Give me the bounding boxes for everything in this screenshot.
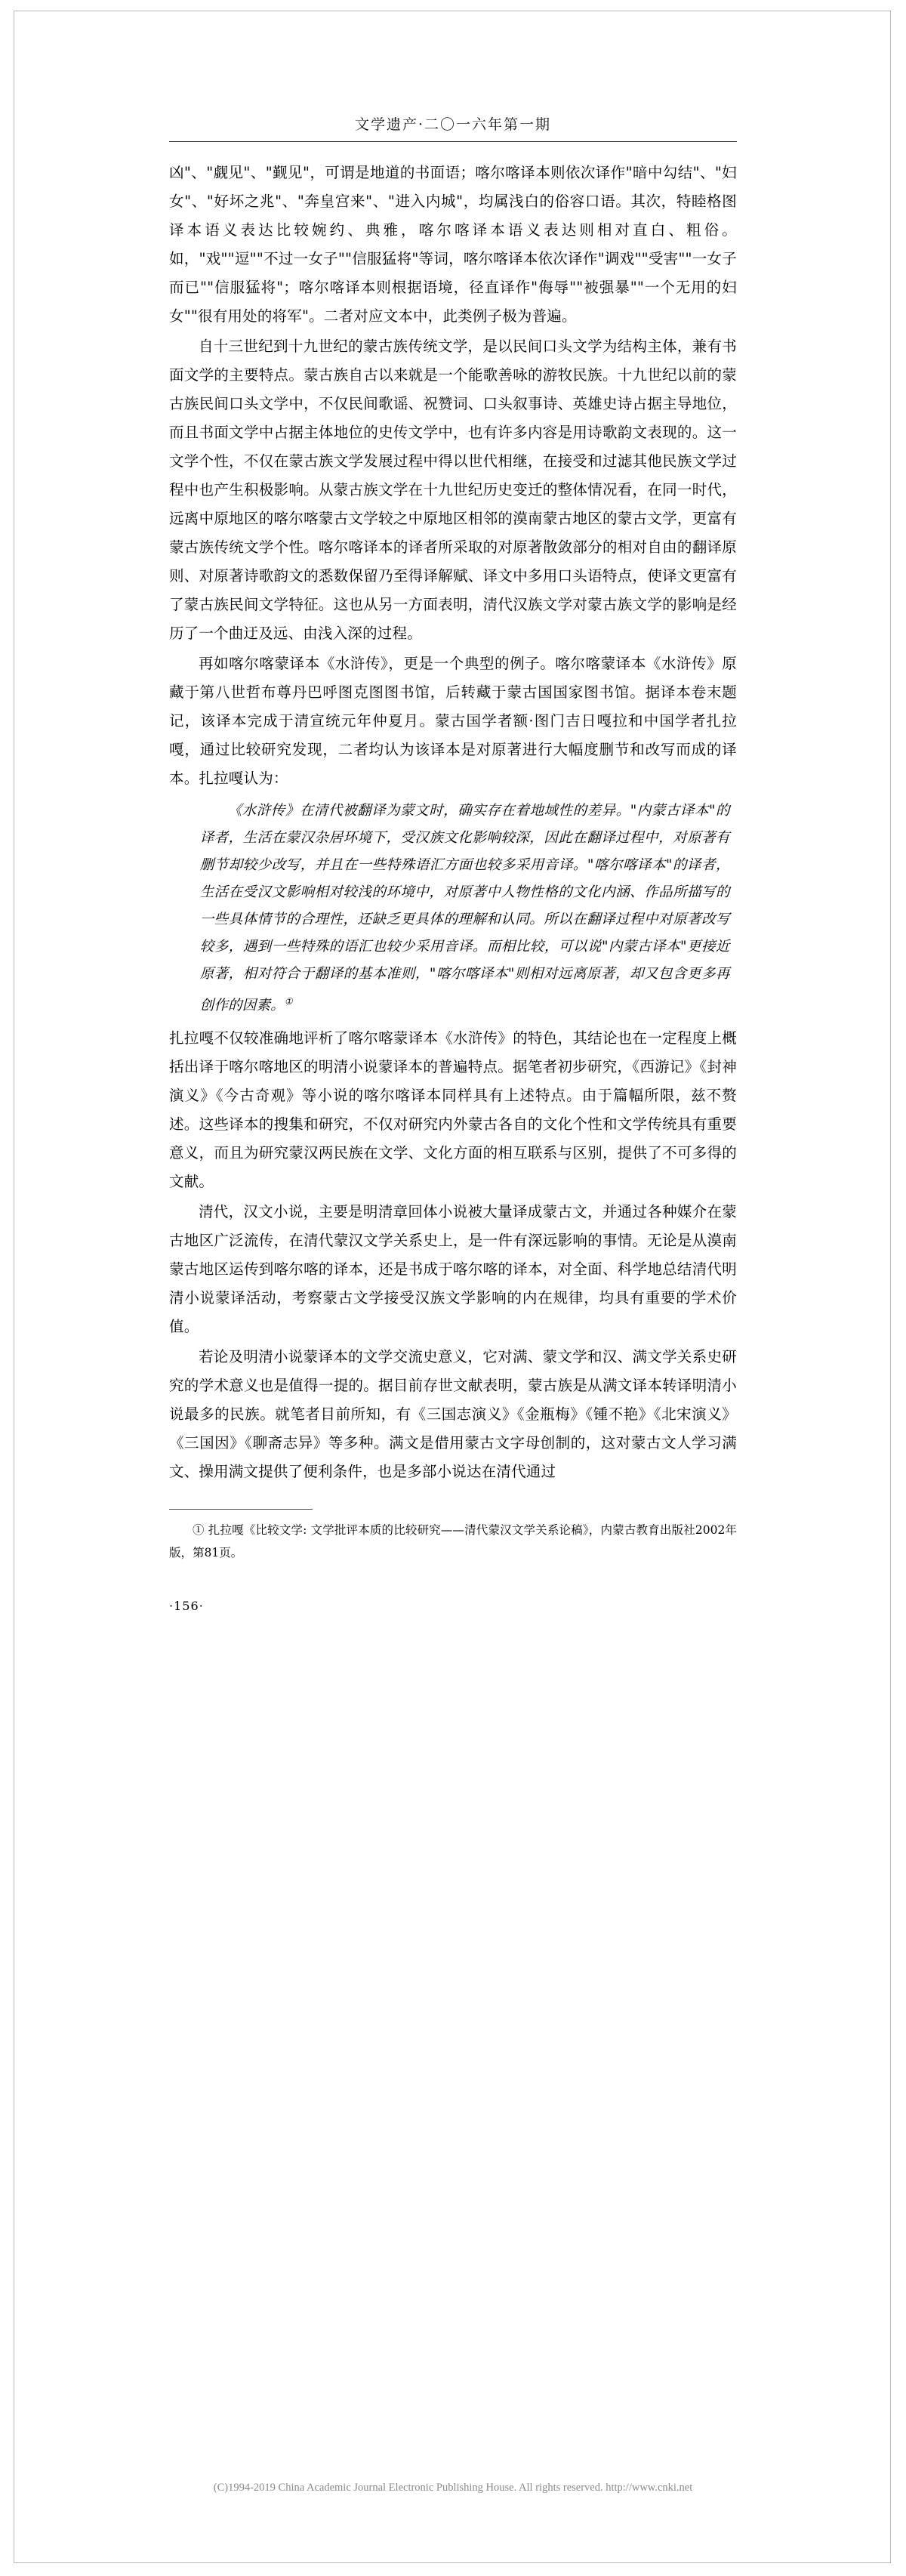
page-header-title: 文学遗产·二〇一六年第一期	[354, 116, 552, 133]
header-divider	[169, 141, 737, 142]
body-paragraph-2: 自十三世纪到十九世纪的蒙古族传统文学，是以民间口头文学为结构主体，兼有书面文学的主要特点。蒙古族自古以来就是一个能歌善咏的游牧民族。十九世纪以前的蒙古族民间口头文学中，不仅民间歌谣、祝赞词、口头叙事诗、英雄史诗占据主导地位，而且书面文学中占据主体地位的史传文学中，也有许多内容是用诗歌韵文表现的。这一文学个性，不仅在蒙古族文学发展过程中得以世代相继，在接受和过滤其他民族文学过程中也产生积极影响。从蒙古族文学在十九世纪历史变迁的整体情况看，在同一时代，远离中原地区的喀尔喀蒙古文学较之中原地区相邻的漠南蒙古地区的蒙古文学，更富有蒙古族传统文学个性。喀尔喀译本的译者所采取的对原著散敛部分的相对自由的翻译原则、对原著诗歌韵文的悉数保留乃至得译解赋、译文中多用口头语特点，使译文更富有了蒙古族民间文学特征。这也从另一方面表明，清代汉族文学对蒙古族文学的影响是经历了一个曲迂及远、由浅入深的过程。	[169, 338, 737, 642]
footnote-divider	[169, 1509, 313, 1510]
footnote-marker: ①	[284, 996, 293, 1007]
body-paragraph-6: 若论及明清小说蒙译本的文学交流史意义，它对满、蒙文学和汉、满文学关系史研究的学术意义也是值得一提的。据目前存世文献表明，蒙古族是从满文译本转译明清小说最多的民族。就笔者目前所知，有《三国志演义》《金瓶梅》《锺不艳》《北宋演义》《三国因》《聊斋志异》等多种。满文是借用蒙古文字母创制的，这对蒙古文人学习满文、操用满文提供了便利条件，也是多部小说达在清代通过	[169, 1348, 737, 1481]
body-paragraph-1: 凶"、"觑见"、"觐见"，可谓是地道的书面语；喀尔喀译本则依次译作"暗中勾结"、"妇女"、"好坏之兆"、"奔皇宫来"、"进入内城"，均属浅白的俗容口语。其次，特睦格图译本语义表达比较婉约、典雅，喀尔喀译本语义表达则相对直白、粗俗。如，"戏""逗""不过一女子""信服猛将"等词，喀尔喀译本依次译作"调戏""受害""一女子而已""信服猛将"；喀尔喀译本则根据语境，径直译作"侮辱""被强暴""一个无用的妇女""很有用处的将军"。二者对应文本中，此类例子极为普遍。	[169, 164, 737, 325]
block-quote	[169, 797, 737, 1020]
body-paragraph-5: 清代，汉文小说，主要是明清章回体小说被大量译成蒙古文，并通过各种媒介在蒙古地区广泛流传，在清代蒙汉文学关系史上，是一件有深远影响的事情。无论是从漠南蒙古地区运传到喀尔喀的译本，还是书成于喀尔喀的译本，对全面、科学地总结清代明清小说蒙译活动，考察蒙古文学接受汉族文学影响的内在规律，均具有重要的学术价值。	[169, 1203, 737, 1336]
footnote-1: ① 扎拉嘎《比较文学: 文学批评本质的比较研究——清代蒙汉文学关系论稿》，内蒙古教育出版社2002年版，第81页。	[169, 1523, 737, 1560]
page-content	[169, 113, 737, 1613]
copyright-notice: (C)1994-2019 China Academic Journal Electronic Publishing House. All rights reserved. http://www.cnki.net	[213, 2482, 693, 2494]
page-number: ·156·	[169, 1599, 204, 1614]
block-quote-text: 《水浒传》在清代被翻译为蒙文时，确实存在着地域性的差异。"内蒙古译本"的译者，生活在蒙汉杂居环境下，受汉族文化影响较深，因此在翻译过程中，对原著有删节却较少改写，并且在一些特殊语汇方面也较多采用音译。"喀尔喀译本"的译者，生活在受汉文影响相对较浅的环境中，对原著中人物性格的文化内涵、作品所描写的一些具体情节的合理性，还缺乏更具体的理解和认同。所以在翻译过程中对原著改写较多，遇到一些特殊的语汇也较少采用音译。而相比较，可以说"内蒙古译本"更接近原著，相对符合于翻译的基本准则，"喀尔喀译本"则相对远离原著，却又包含更多再创作的因素。①	[199, 803, 730, 1014]
body-paragraph-3: 再如喀尔喀蒙译本《水浒传》，更是一个典型的例子。喀尔喀蒙译本《水浒传》原藏于第八世哲布尊丹巴呼图克图图书馆，后转藏于蒙古国国家图书馆。据译本卷末题记，该译本完成于清宣统元年仲夏月。蒙古国学者额·图门吉日嘎拉和中国学者扎拉嘎，通过比较研究发现，二者均认为该译本是对原著进行大幅度删节和改写而成的译本。扎拉嘎认为：	[169, 655, 737, 787]
body-paragraph-4: 扎拉嘎不仅较准确地评析了喀尔喀蒙译本《水浒传》的特色，其结论也在一定程度上概括出译于喀尔喀地区的明清小说蒙译本的普遍特点。据笔者初步研究，《西游记》《封神演义》《今古奇观》等小说的喀尔喀译本同样具有上述特点。由于篇幅所限，兹不赘述。这些译本的搜集和研究，不仅对研究内外蒙古各自的文化个性和文学传统具有重要意义，而且为研究蒙汉两民族在文学、文化方面的相互联系与区别，提供了不可多得的文献。	[169, 1029, 737, 1191]
